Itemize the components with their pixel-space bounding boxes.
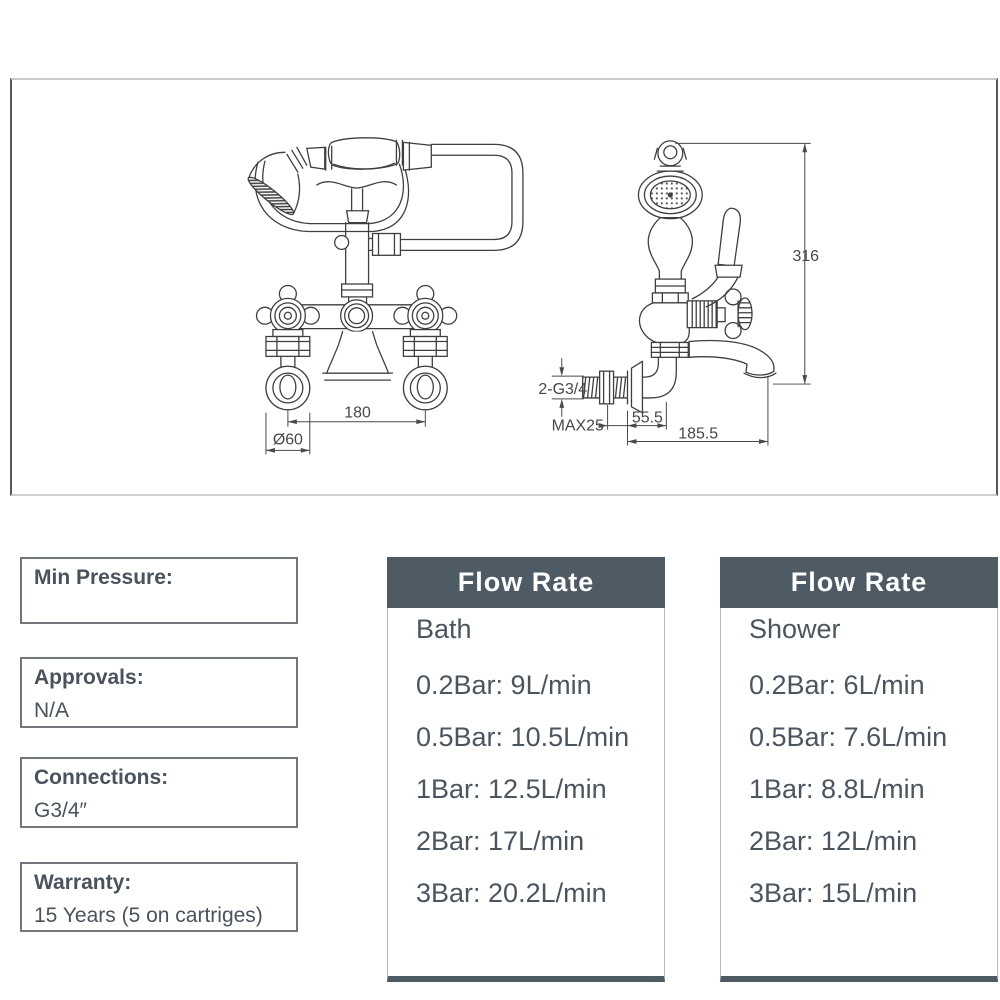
dim-thread-label: 2-G3/4 [538,381,588,398]
flow-row: 0.5Bar: 10.5L/min [416,722,630,752]
flow-row: 3Bar: 15L/min [749,878,918,908]
flow-rate-shower-title: Flow Rate [720,557,998,608]
dim-max-wall-label: MAX25 [551,417,604,435]
approvals-label: Approvals: [34,666,144,689]
front-view-drawing [245,138,523,410]
flow-row: 1Bar: 8.8L/min [749,774,925,804]
dim-diameter-label: Ø60 [272,431,303,449]
connections-box [20,757,298,828]
flow-row: 2Bar: 12L/min [749,826,918,856]
flow-row: 0.5Bar: 7.6L/min [749,722,948,752]
flow-row: 0.2Bar: 9L/min [416,670,592,700]
connections-label: Connections: [34,766,169,789]
dim-reach-label: 185.5 [678,425,719,443]
flow-row: 1Bar: 12.5L/min [416,774,607,804]
warranty-value: 15 Years (5 on cartriges) [34,904,263,927]
connections-value: G3/4″ [34,799,87,822]
flow-rate-table-shower [720,557,998,982]
side-view-drawing [583,141,776,413]
technical-drawing [12,80,996,494]
flow-rate-bath-title: Flow Rate [387,557,665,608]
approvals-value: N/A [34,699,70,722]
flow-rate-bath-subtitle: Bath [416,614,472,644]
flow-rate-table-bath [387,557,665,982]
warranty-box [20,862,298,932]
flow-row: 2Bar: 17L/min [416,826,585,856]
flow-row: 3Bar: 20.2L/min [416,878,607,908]
dim-offset-label: 55.5 [631,409,663,427]
min-pressure-box [20,557,298,624]
approvals-box [20,657,298,728]
flow-rate-bath-body [387,608,665,982]
flow-row: 0.2Bar: 6L/min [749,670,925,700]
technical-drawing-panel [10,78,998,496]
dim-width-label: 180 [344,404,371,422]
warranty-label: Warranty: [34,871,132,894]
min-pressure-label: Min Pressure: [34,566,173,589]
flow-rate-shower-subtitle: Shower [749,614,841,644]
dim-height-label: 316 [792,248,820,266]
flow-rate-shower-body [720,608,998,982]
